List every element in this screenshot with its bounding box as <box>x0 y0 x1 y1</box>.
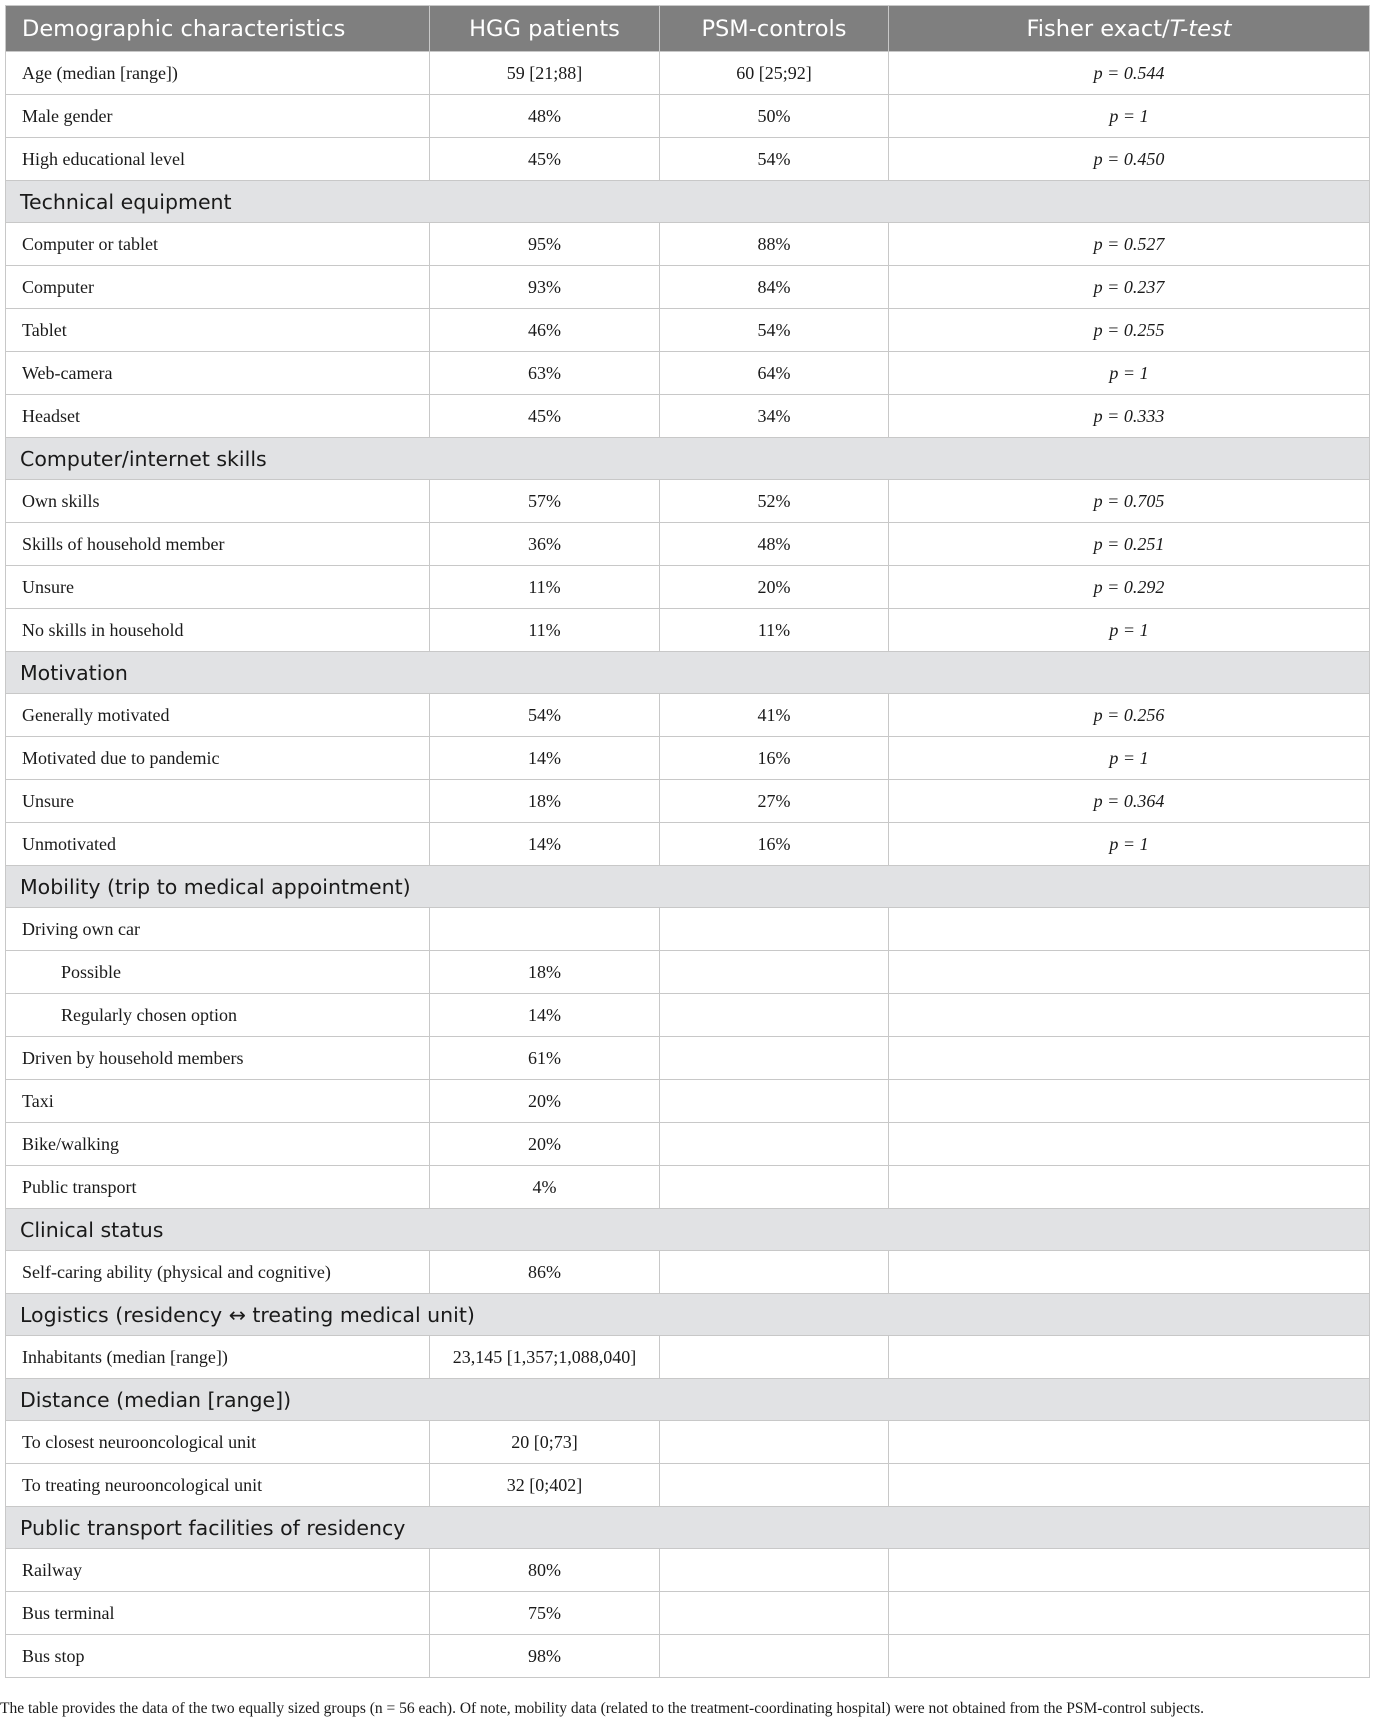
table-row <box>6 352 1370 395</box>
table-row <box>6 309 1370 352</box>
row-label: Regularly chosen option <box>6 994 430 1037</box>
header-test-prefix: Fisher exact/ <box>1026 15 1170 42</box>
p-value: p = 0.256 <box>889 694 1370 737</box>
psm-value <box>660 1166 889 1209</box>
section-title-mobility: Mobility (trip to medical appointment) <box>6 866 1370 908</box>
row-label: Age (median [range]) <box>6 52 430 95</box>
header-psm-controls: PSM-controls <box>660 6 889 52</box>
psm-value <box>660 1421 889 1464</box>
row-label: Driving own car <box>6 908 430 951</box>
p-value: p = 0.333 <box>889 395 1370 438</box>
p-value: p = 0.364 <box>889 780 1370 823</box>
section-row <box>6 1294 1370 1336</box>
psm-value: 20% <box>660 566 889 609</box>
p-value <box>889 1251 1370 1294</box>
hgg-value: 98% <box>430 1635 660 1678</box>
row-label: Unmotivated <box>6 823 430 866</box>
hgg-value: 61% <box>430 1037 660 1080</box>
psm-value: 16% <box>660 737 889 780</box>
p-value <box>889 994 1370 1037</box>
section-row <box>6 1209 1370 1251</box>
p-value: p = 0.450 <box>889 138 1370 181</box>
section-row <box>6 1507 1370 1549</box>
table-row <box>6 823 1370 866</box>
hgg-value: 63% <box>430 352 660 395</box>
row-label: To closest neurooncological unit <box>6 1421 430 1464</box>
hgg-value: 80% <box>430 1549 660 1592</box>
hgg-value: 14% <box>430 737 660 780</box>
p-value <box>889 1464 1370 1507</box>
psm-value: 41% <box>660 694 889 737</box>
p-value <box>889 951 1370 994</box>
p-value <box>889 1037 1370 1080</box>
section-row <box>6 438 1370 480</box>
row-label: Possible <box>6 951 430 994</box>
table-row <box>6 523 1370 566</box>
row-label: Self-caring ability (physical and cognitive) <box>6 1251 430 1294</box>
row-label: Unsure <box>6 566 430 609</box>
table-row <box>6 1251 1370 1294</box>
row-label: High educational level <box>6 138 430 181</box>
table-row <box>6 1549 1370 1592</box>
hgg-value: 45% <box>430 138 660 181</box>
row-label: Computer <box>6 266 430 309</box>
table-row <box>6 1080 1370 1123</box>
row-label: Bus terminal <box>6 1592 430 1635</box>
row-label: No skills in household <box>6 609 430 652</box>
table-container <box>5 5 1369 1678</box>
hgg-value: 95% <box>430 223 660 266</box>
hgg-value: 46% <box>430 309 660 352</box>
psm-value: 34% <box>660 395 889 438</box>
table-row <box>6 1635 1370 1678</box>
p-value: p = 1 <box>889 737 1370 780</box>
row-label: To treating neurooncological unit <box>6 1464 430 1507</box>
hgg-value: 18% <box>430 951 660 994</box>
row-label: Bike/walking <box>6 1123 430 1166</box>
hgg-value: 48% <box>430 95 660 138</box>
p-value: p = 0.544 <box>889 52 1370 95</box>
p-value <box>889 1592 1370 1635</box>
row-label: Headset <box>6 395 430 438</box>
row-label: Own skills <box>6 480 430 523</box>
p-value <box>889 1336 1370 1379</box>
p-value <box>889 1080 1370 1123</box>
hgg-value: 36% <box>430 523 660 566</box>
section-title-logistics: Logistics (residency ↔ treating medical unit) <box>6 1294 1370 1336</box>
row-label: Railway <box>6 1549 430 1592</box>
row-label: Skills of household member <box>6 523 430 566</box>
header-row <box>6 6 1370 52</box>
table-row <box>6 223 1370 266</box>
hgg-value: 14% <box>430 823 660 866</box>
table-row <box>6 994 1370 1037</box>
psm-value <box>660 994 889 1037</box>
table-footnote: The table provides the data of the two equally sized groups (n = 56 each). Of note, mobility data (related to the treatment-coordinating hospital) were not obtained from the PSM-control subjects. <box>0 1700 1205 1717</box>
hgg-value: 11% <box>430 609 660 652</box>
section-title-distance: Distance (median [range]) <box>6 1379 1370 1421</box>
psm-value <box>660 1251 889 1294</box>
section-title-skills: Computer/internet skills <box>6 438 1370 480</box>
row-label: Male gender <box>6 95 430 138</box>
psm-value: 50% <box>660 95 889 138</box>
psm-value <box>660 1336 889 1379</box>
hgg-value: 59 [21;88] <box>430 52 660 95</box>
table-row <box>6 95 1370 138</box>
row-label: Computer or tablet <box>6 223 430 266</box>
hgg-value: 20% <box>430 1123 660 1166</box>
psm-value: 11% <box>660 609 889 652</box>
section-row <box>6 652 1370 694</box>
table-row <box>6 1123 1370 1166</box>
psm-value: 48% <box>660 523 889 566</box>
table-row <box>6 1592 1370 1635</box>
row-label: Generally motivated <box>6 694 430 737</box>
header-test <box>889 6 1370 52</box>
psm-value <box>660 1549 889 1592</box>
row-label: Driven by household members <box>6 1037 430 1080</box>
header-demographic-characteristics: Demographic characteristics <box>6 6 430 52</box>
p-value: p = 0.705 <box>889 480 1370 523</box>
p-value <box>889 1421 1370 1464</box>
p-value: p = 0.237 <box>889 266 1370 309</box>
hgg-value: 54% <box>430 694 660 737</box>
table-row <box>6 908 1370 951</box>
row-label: Inhabitants (median [range]) <box>6 1336 430 1379</box>
table-row <box>6 266 1370 309</box>
psm-value <box>660 908 889 951</box>
hgg-value: 11% <box>430 566 660 609</box>
row-label: Tablet <box>6 309 430 352</box>
psm-value: 60 [25;92] <box>660 52 889 95</box>
hgg-value: 75% <box>430 1592 660 1635</box>
table-row <box>6 951 1370 994</box>
section-title-motivation: Motivation <box>6 652 1370 694</box>
psm-value: 54% <box>660 309 889 352</box>
section-row <box>6 866 1370 908</box>
p-value: p = 1 <box>889 95 1370 138</box>
psm-value <box>660 1123 889 1166</box>
row-label: Web-camera <box>6 352 430 395</box>
hgg-value: 57% <box>430 480 660 523</box>
demographics-table <box>5 5 1370 1678</box>
p-value: p = 0.255 <box>889 309 1370 352</box>
psm-value: 84% <box>660 266 889 309</box>
hgg-value: 18% <box>430 780 660 823</box>
table-row <box>6 566 1370 609</box>
hgg-value: 14% <box>430 994 660 1037</box>
row-label: Unsure <box>6 780 430 823</box>
row-label: Taxi <box>6 1080 430 1123</box>
psm-value: 88% <box>660 223 889 266</box>
hgg-value: 45% <box>430 395 660 438</box>
hgg-value <box>430 908 660 951</box>
psm-value <box>660 1464 889 1507</box>
table-row <box>6 737 1370 780</box>
p-value: p = 0.292 <box>889 566 1370 609</box>
p-value: p = 1 <box>889 823 1370 866</box>
hgg-value: 20% <box>430 1080 660 1123</box>
hgg-value: 86% <box>430 1251 660 1294</box>
table-row <box>6 52 1370 95</box>
row-label: Bus stop <box>6 1635 430 1678</box>
table-row <box>6 480 1370 523</box>
table-row <box>6 1166 1370 1209</box>
hgg-value: 20 [0;73] <box>430 1421 660 1464</box>
section-row <box>6 181 1370 223</box>
table-row <box>6 694 1370 737</box>
table-row <box>6 138 1370 181</box>
p-value <box>889 1123 1370 1166</box>
psm-value <box>660 1592 889 1635</box>
table-row <box>6 1336 1370 1379</box>
psm-value <box>660 1635 889 1678</box>
p-value: p = 0.527 <box>889 223 1370 266</box>
table-row <box>6 1421 1370 1464</box>
psm-value <box>660 951 889 994</box>
section-row <box>6 1379 1370 1421</box>
section-title-transport: Public transport facilities of residency <box>6 1507 1370 1549</box>
table-row <box>6 609 1370 652</box>
hgg-value: 93% <box>430 266 660 309</box>
p-value: p = 1 <box>889 352 1370 395</box>
table-row <box>6 780 1370 823</box>
p-value <box>889 1635 1370 1678</box>
table-row <box>6 1037 1370 1080</box>
hgg-value: 23,145 [1,357;1,088,040] <box>430 1336 660 1379</box>
p-value: p = 0.251 <box>889 523 1370 566</box>
table-row <box>6 1464 1370 1507</box>
psm-value: 27% <box>660 780 889 823</box>
section-title-technical: Technical equipment <box>6 181 1370 223</box>
row-label: Motivated due to pandemic <box>6 737 430 780</box>
psm-value: 54% <box>660 138 889 181</box>
p-value <box>889 908 1370 951</box>
table-row <box>6 395 1370 438</box>
row-label: Public transport <box>6 1166 430 1209</box>
psm-value <box>660 1080 889 1123</box>
p-value: p = 1 <box>889 609 1370 652</box>
section-title-clinical: Clinical status <box>6 1209 1370 1251</box>
psm-value: 16% <box>660 823 889 866</box>
p-value <box>889 1549 1370 1592</box>
psm-value: 64% <box>660 352 889 395</box>
p-value <box>889 1166 1370 1209</box>
hgg-value: 32 [0;402] <box>430 1464 660 1507</box>
header-test-italic: T-test <box>1169 15 1232 42</box>
psm-value: 52% <box>660 480 889 523</box>
psm-value <box>660 1037 889 1080</box>
header-hgg-patients: HGG patients <box>430 6 660 52</box>
hgg-value: 4% <box>430 1166 660 1209</box>
